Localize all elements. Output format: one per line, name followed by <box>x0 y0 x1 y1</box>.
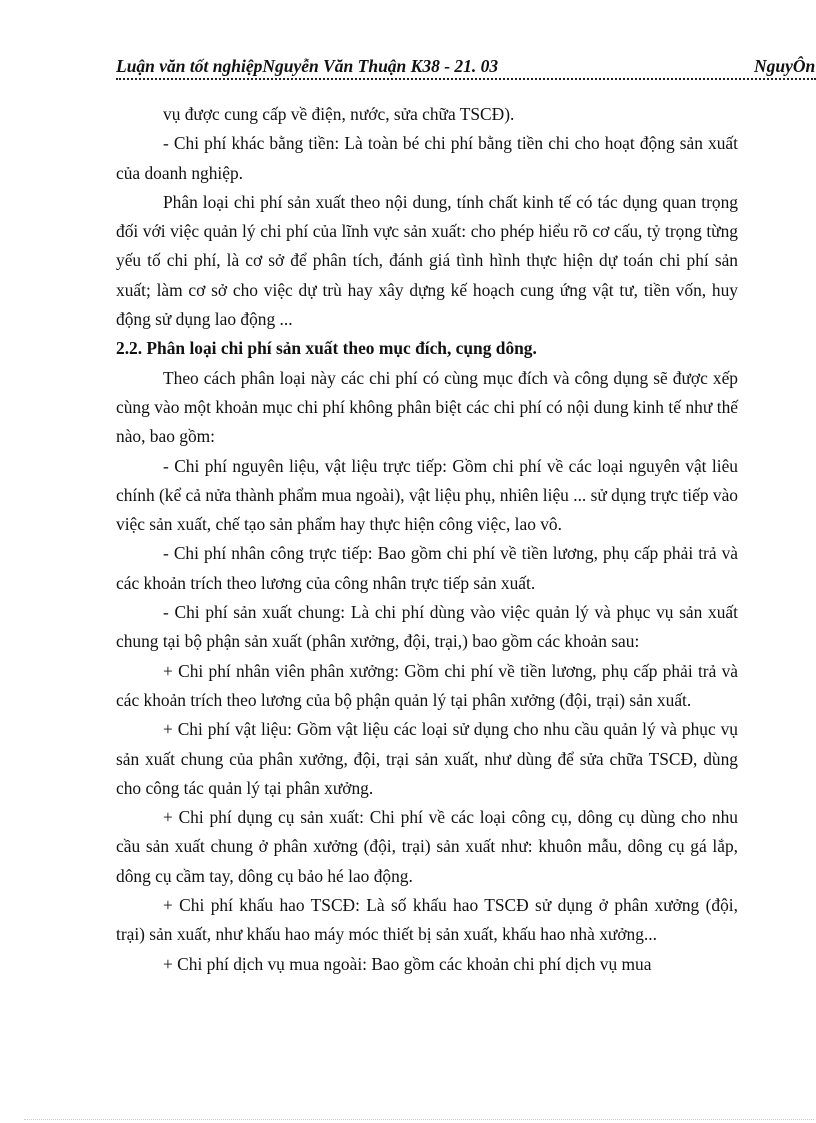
paragraph-workshop-staff: + Chi phí nhân viên phân xưởng: Gồm chi phí về tiền lương, phụ cấp phải trả và các khoản trích theo lương của bộ phận quản lý tại phân xưởng (đội, trại) sản xuất. <box>116 660 738 710</box>
footer-divider <box>24 1119 814 1120</box>
paragraph-continuation: vụ được cung cấp về điện, nước, sửa chữa TSCĐ). <box>163 104 515 124</box>
header-thesis-title: Luận văn tốt nghiệpNguyễn Văn Thuận K38 - 21. 03 <box>116 56 499 76</box>
paragraph-classification-intro: Theo cách phân loại này các chi phí có cùng mục đích và công dụng sẽ được xếp cùng vào một khoản mục chi phí không phân biệt các chi phí có nội dung kinh tế như thế nào, bao gồm: <box>116 367 738 447</box>
paragraph-direct-materials: - Chi phí nguyên liệu, vật liệu trực tiếp: Gồm chi phí về các loại nguyên vật liêu chính (kể cả nửa thành phẩm mua ngoài), vật liệu phụ, nhiên liệu ... sử dụng trực tiếp vào việc sản xuất, chế tạo sản phẩm hay thực hiện công việc, lao vô. <box>116 455 738 535</box>
paragraph-materials: + Chi phí vật liệu: Gồm vật liệu các loại sử dụng cho nhu cầu quản lý và phục vụ sản xuất chung của phân xưởng, đội, trại sản xuất, như dùng để sửa chữa TSCĐ, dùng cho công tác quản lý tại phân xưởng. <box>116 719 738 798</box>
paragraph-purchased-services: + Chi phí dịch vụ mua ngoài: Bao gồm các khoản chi phí dịch vụ mua <box>163 953 652 974</box>
paragraph-overhead: - Chi phí sản xuất chung: Là chi phí dùng vào việc quản lý và phục vụ sản xuất chung tại bộ phận sản xuất (phân xưởng, đội, trại,) bao gồm các khoản sau: <box>116 602 738 652</box>
paragraph-classification-significance: Phân loại chi phí sản xuất theo nội dung, tính chất kinh tế có tác dụng quan trọng đối với việc quản lý chi phí của lĩnh vực sản xuất: cho phép hiểu rõ cơ cấu, tỷ trọng từng yếu tố chi phí, là cơ sở để phân tích, đánh giá tình hình thực hiện dự toán chi phí sản xuất; làm cơ sở cho việc dự trù hay xây dựng kế hoạch cung ứng vật tư, tiền vốn, huy động sử dụng lao động ... <box>116 191 738 330</box>
section-heading-2-2: 2.2. Phân loại chi phí sản xuất theo mục đích, cụng dông. <box>116 338 537 359</box>
header-author-name: NguyÔn <box>754 56 816 76</box>
paragraph-other-cash-costs: - Chi phí khác bằng tiền: Là toàn bé chi phí bằng tiền chi cho hoạt động sản xuất của doanh nghiệp. <box>116 133 738 183</box>
page-body <box>116 100 738 979</box>
paragraph-tools: + Chi phí dụng cụ sản xuất: Chi phí về các loại công cụ, dông cụ dùng cho nhu cầu sản xuất chung ở phân xưởng (đội, trại) sản xuất như: khuôn mẫu, dông cụ gá lắp, dông cụ cầm tay, dông cụ bảo hé lao động. <box>116 807 738 886</box>
paragraph-depreciation: + Chi phí khấu hao TSCĐ: Là số khấu hao TSCĐ sử dụng ở phân xưởng (đội, trại) sản xuất, như khấu hao máy móc thiết bị sản xuất, khấu hao nhà xưởng... <box>116 895 738 945</box>
header-divider <box>116 78 816 80</box>
paragraph-direct-labor: - Chi phí nhân công trực tiếp: Bao gồm chi phí về tiền lương, phụ cấp phải trả và các khoản trích theo lương của công nhân trực tiếp sản xuất. <box>116 543 738 593</box>
